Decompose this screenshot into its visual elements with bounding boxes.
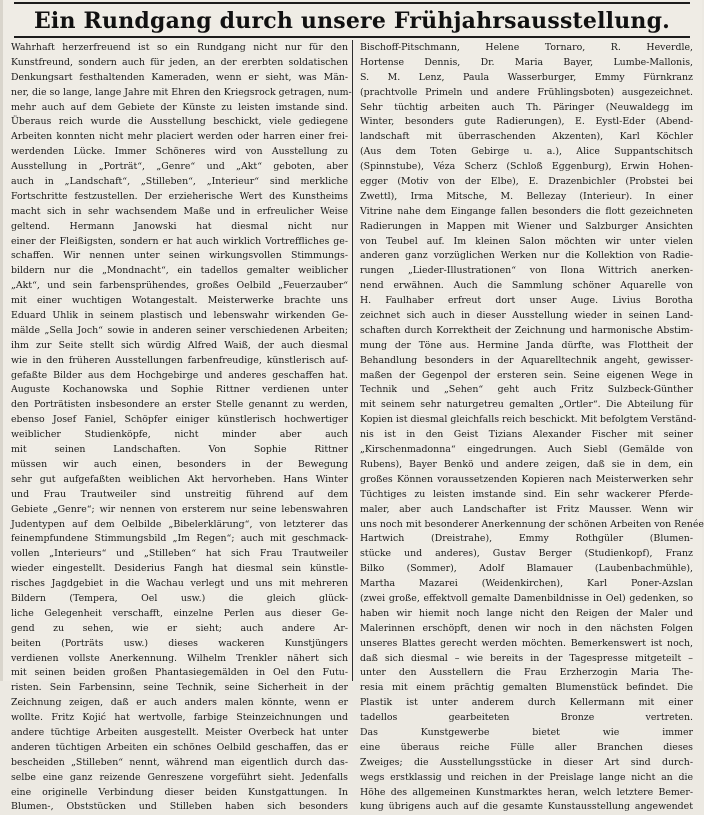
text-line: resia mit einem prächtig gemalten Blumenstück befindet. Die <box>360 682 693 694</box>
text-line: eine originelle Verbindung dieser beiden Kunstgattungen. In <box>11 786 348 798</box>
text-line: egger (Motiv von der Elbe), E. Drazenbichler (Probstei bei <box>360 176 693 188</box>
text-line: gefaßte Bilder aus dem Hochgebirge und anderes geschaffen hat. <box>11 369 348 381</box>
text-line: Rubens), Bayer Benkö und andere zeigen, daß sie in dem, ein <box>360 458 693 470</box>
text-line: selbe eine ganz reizende Genreszene vorgeführt sieht. Jedenfalls <box>11 771 348 783</box>
text-line: Bilko (Sommer), Adolf Blamauer (Laubenbachmühle), <box>360 563 693 575</box>
text-line: Judentypen auf dem Oelbilde „Bibelerklärung“, von letzterer das <box>11 518 348 530</box>
text-line: Das Kunstgewerbe bietet wie immer <box>360 726 693 738</box>
text-line: den Porträtisten insbesondere an erster Stelle genannt zu werden, <box>11 399 348 411</box>
text-line: Blumen-, Obststücken und Stilleben haben sich besonders <box>11 801 348 813</box>
text-line: rungen „Lieder-Illustrationen“ von Ilona Wittrich anerken- <box>360 265 693 277</box>
text-line: (Aus dem Toten Gebirge u. a.), Alice Suppantschitsch <box>360 146 693 158</box>
text-line: von Teubel auf. Im kleinen Salon möchten wir unter vielen <box>360 235 693 247</box>
text-line: verdienen vollste Anerkennung. Wilhelm Trenkler nähert sich <box>11 652 348 664</box>
text-line: risches Jagdgebiet in die Wachau verlegt und uns mit mehreren <box>11 578 348 590</box>
text-line: mit seinen beiden großen Phantasiegemälden in Oel den Futu- <box>11 667 348 679</box>
text-line: Radierungen in Mappen mit Wiener und Salzburger Ansichten <box>360 220 693 232</box>
text-line: auch in „Landschaft“, „Stilleben“, „Interieur“ sind merkliche <box>11 176 348 188</box>
text-line: Hortense Dennis, Dr. Maria Bayer, Lumbe-Mallonis, <box>360 56 693 68</box>
text-line: kung übrigens auch auf die gesamte Kunstausstellung angewendet <box>360 801 693 813</box>
text-line: Technik und „Sehen“ geht auch Fritz Sulzbeck-Günther <box>360 384 693 396</box>
text-line: bildern nur die „Mondnacht“, ein tadellos gemalter weiblicher <box>11 265 348 277</box>
top-rule <box>14 2 690 4</box>
text-line: mehr auch auf dem Gebiete der Künste zu leisten imstande sind. <box>11 101 348 113</box>
text-line: Behandlung besonders in der Aquarelltechnik angeht, gewisser- <box>360 354 693 366</box>
text-line: mälde „Sella Joch“ sowie in anderen seiner verschiedenen Arbeiten; <box>11 324 348 336</box>
text-line: gend zu sehen, wie er sieht; auch andere Ar- <box>11 622 348 634</box>
text-line: liche Gelegenheit verschafft, einzelne Perlen aus dieser Ge- <box>11 607 348 619</box>
right-column <box>360 41 704 815</box>
text-line: werdenden Lücke. Immer Schöneres wird von Ausstellung zu <box>11 146 348 158</box>
text-line: Auguste Kochanowska und Sophie Rittner verdienen unter <box>11 384 348 396</box>
title-underline <box>14 36 690 38</box>
text-line: ebenso Josef Faniel, Schöpfer einiger künstlerisch hochwertiger <box>11 414 348 426</box>
text-line: anderen tüchtigen Arbeiten ein schönes Oelbild geschaffen, das er <box>11 741 348 753</box>
left-column <box>11 41 352 815</box>
text-line: wieder eingestellt. Desiderius Fangh hat diesmal sein künstle- <box>11 563 348 575</box>
text-line: vollen „Interieurs“ und „Stilleben“ hat sich Frau Trautweiler <box>11 548 348 560</box>
text-line: Tüchtiges zu leisten imstande sind. Ein sehr wackerer Pferde- <box>360 488 693 500</box>
text-line: schaffen. Wir nennen unter seinen wirkungsvollen Stimmungs- <box>11 250 348 262</box>
text-line: „Kirschenmadonna“ eingedrungen. Auch Siebl (Gemälde von <box>360 444 693 456</box>
text-line: Zweiges; die Ausstellungsstücke in dieser Art sind durch- <box>360 756 693 768</box>
text-line: Denkungsart festhaltenden Kameraden, wenn er sieht, was Män- <box>11 71 348 83</box>
text-line: uns noch mit besonderer Anerkennung der schönen Arbeiten von Renée <box>360 518 704 530</box>
text-line: wegs erstklassig und reichen in der Preislage lange nicht an die <box>360 771 693 783</box>
text-line: S. M. Lenz, Paula Wasserburger, Emmy Fürnkranz <box>360 71 693 83</box>
text-line: anderen ganz vorzüglichen Werken nur die Kollektion von Radie- <box>360 250 693 262</box>
text-line: Bildern (Tempera, Oel usw.) die gleich glück- <box>11 592 348 604</box>
text-line: nend erwähnen. Auch die Sammlung schöner Aquarelle von <box>360 280 693 292</box>
text-line: Arbeiten konnten nicht mehr placiert werden oder harren einer frei- <box>11 131 348 143</box>
text-line: bescheiden „Stilleben“ nennt, während man eigentlich durch das- <box>11 756 348 768</box>
text-line: Ausstellung in „Porträt“, „Genre“ und „Akt“ geboten, aber <box>11 161 348 173</box>
text-line: Zwettl), Irma Mitsche, M. Bellezay (Interieur). In einer <box>360 190 693 202</box>
text-line: macht sich in sehr wachsendem Maße und in erfreulicher Weise <box>11 205 348 217</box>
text-line: Martha Mazarei (Weidenkirchen), Karl Poner-Azslan <box>360 578 693 590</box>
page-edge <box>0 0 3 681</box>
text-line: müssen wir auch einen, besonders in der Bewegung <box>11 458 348 470</box>
text-line: Winter, besonders gute Radierungen), E. Eystl-Eder (Abend- <box>360 116 693 128</box>
text-line: und Frau Trautweiler sind unstreitig führend auf dem <box>11 488 348 500</box>
text-line: ner, die so lange, lange Jahre mit Ehren den Kriegsrock getragen, num- <box>11 86 352 98</box>
text-line: Vitrine nahe dem Eingange fallen besonders die flott gezeichneten <box>360 205 693 217</box>
text-line: geltend. Hermann Janowski hat diesmal nicht nur <box>11 220 348 232</box>
text-line: tadellos gearbeiteten Bronze vertreten. <box>360 712 693 724</box>
text-line: (prachtvolle Primeln und andere Frühlingsboten) ausgezeichnet. <box>360 86 693 98</box>
text-line: Hartwich (Dreistrahe), Emmy Rothgüler (Blumen- <box>360 533 693 545</box>
text-line: (Spinnstube), Véza Scherz (Schloß Eggenburg), Erwin Hohen- <box>360 161 693 173</box>
text-line: haben wir hiemit noch lange nicht den Reigen der Maler und <box>360 607 693 619</box>
text-line: Fortschritte festzustellen. Der erzieherische Wert des Kunstheims <box>11 190 348 202</box>
text-line: Gebiete „Genre“; wir nennen von ersterem nur seine lebenswahren <box>11 503 348 515</box>
text-line: Wahrhaft herzerfreuend ist so ein Rundgang nicht nur für den <box>11 42 348 53</box>
text-line: mit seinen Landschaften. Von Sophie Rittner <box>11 444 348 456</box>
text-line: zeichnet sich auch in dieser Ausstellung wieder in seinen Land- <box>360 310 693 322</box>
text-line: daß sich diesmal – wie bereits in der Tagespresse mitgeteilt – <box>360 652 693 664</box>
text-line: Malerinnen erschöpft, denen wir noch in den nächsten Folgen <box>360 622 693 634</box>
text-line: H. Faulhaber erfreut dort unser Auge. Livius Borotha <box>360 295 693 307</box>
text-line: eine überaus reiche Fülle aller Branchen dieses <box>360 741 693 753</box>
text-line: Bischoff-Pitschmann, Helene Tornaro, R. Heverdle, <box>360 42 693 53</box>
text-line: „Akt“, und sein farbensprühendes, großes Oelbild „Feuerzauber“ <box>11 280 348 292</box>
text-line: (zwei große, effektvoll gemalte Damenbildnisse in Oel) gedenken, so <box>360 592 693 604</box>
text-line: risten. Sein Farbensinn, seine Technik, seine Sicherheit in der <box>11 682 348 694</box>
text-line: maßen der Gegenpol der ersteren sein. Seine eigenen Wege in <box>360 369 693 381</box>
text-line: Plastik ist unter anderem durch Kellermann mit einer <box>360 697 693 709</box>
text-line: unter den Ausstellern die Frau Erzherzogin Maria The- <box>360 667 693 679</box>
text-line: einer der Fleißigsten, sondern er hat auch wirklich Vortreffliches ge- <box>11 235 348 247</box>
text-line: unseres Blattes gerecht werden möchten. Bemerkenswert ist noch, <box>360 637 693 649</box>
text-line: ihm zur Seite stellt sich würdig Alfred Waiß, der auch diesmal <box>11 339 348 351</box>
text-line: Eduard Uhlik in seinem plastisch und lebenswahr wirkenden Ge- <box>11 310 348 322</box>
text-line: schaften durch Korrektheit der Zeichnung und harmonische Abstim- <box>360 324 693 336</box>
text-line: großes Können voraussetzenden Kopieren nach Meisterwerken sehr <box>360 473 693 485</box>
text-line: mit seinem sehr naturgetreu gemalten „Ortler“. Die Abteilung für <box>360 399 693 411</box>
text-line: wollte. Fritz Kojić hat wertvolle, farbige Steinzeichnungen und <box>11 712 348 724</box>
text-line: beiten (Porträts usw.) dieses wackeren Kunstjüngers <box>11 637 348 649</box>
text-line: landschaft mit überraschenden Akzenten), Karl Köchler <box>360 131 693 143</box>
text-line: sehr gut aufgefaßten weiblichen Akt hervorheben. Hans Winter <box>11 473 348 485</box>
text-line: Sehr tüchtig arbeiten auch Th. Päringer (Neuwaldegg im <box>360 101 693 113</box>
column-divider <box>352 40 353 681</box>
text-line: maler, aber auch Landschafter ist Fritz Mausser. Wenn wir <box>360 503 693 515</box>
text-line: Überaus reich wurde die Ausstellung beschickt, viele gediegene <box>11 116 348 128</box>
text-line: feinempfundene Stimmungsbild „Im Regen“; auch mit geschmack- <box>11 533 348 545</box>
text-line: mit einer wuchtigen Wotangestalt. Meisterwerke brachte uns <box>11 295 348 307</box>
text-line: stücke und anderes), Gustav Berger (Studienkopf), Franz <box>360 548 693 560</box>
text-line: weiblicher Studienköpfe, nicht minder aber auch <box>11 429 348 441</box>
text-line: nis ist in den Geist Tizians Alexander Fischer mit seiner <box>360 429 693 441</box>
text-line: andere tüchtige Arbeiten ausgestellt. Meister Overbeck hat unter <box>11 726 348 738</box>
text-line: Kopien ist diesmal gleichfalls reich beschickt. Mit befolgtem Verständ- <box>360 414 697 426</box>
text-line: Zeichnung zeigen, daß er auch anders malen könnte, wenn er <box>11 697 348 709</box>
text-line: wie in den früheren Ausstellungen farbenfreudige, künstlerisch auf- <box>11 354 348 366</box>
text-line: Höhe des allgemeinen Kunstmarktes heran, welch letztere Bemer- <box>360 786 693 798</box>
text-line: Kunstfreund, sondern auch für jeden, an der ererbten soldatischen <box>11 56 348 68</box>
article-title: Ein Rundgang durch unsere Frühjahrsausstellung. <box>33 8 671 34</box>
text-line: mung der Töne aus. Hermine Janda dürfte, was Flottheit der <box>360 339 693 351</box>
